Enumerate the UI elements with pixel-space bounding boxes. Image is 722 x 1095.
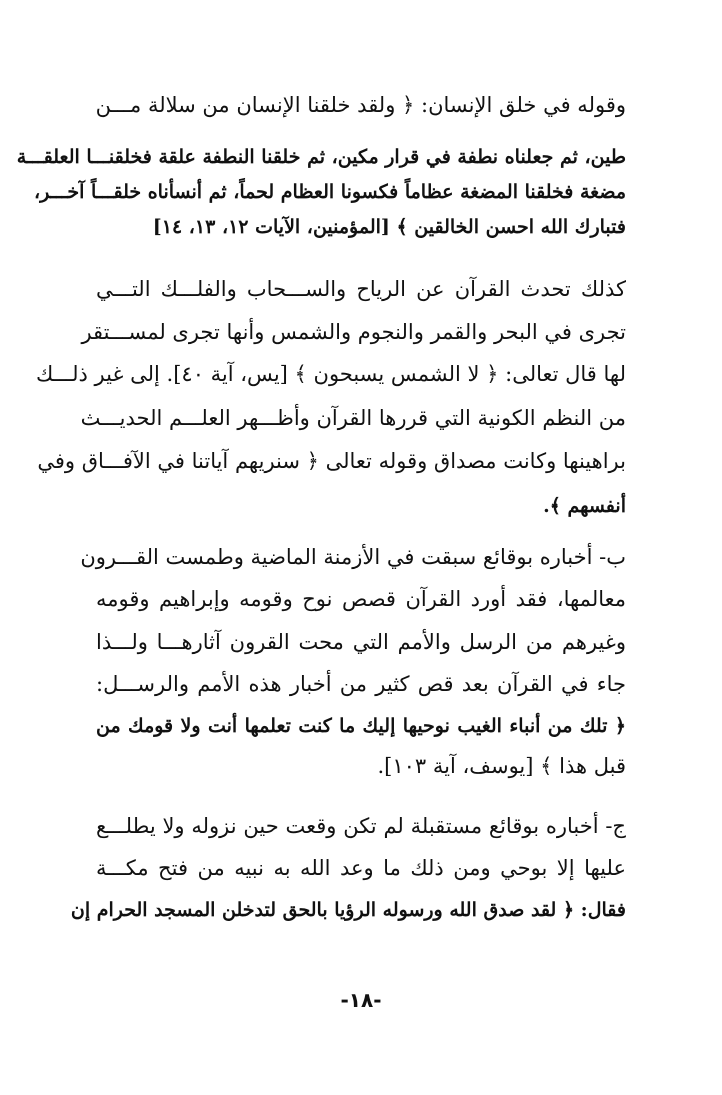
text-line: عليها إلا بوحي ومن ذلك ما وعد الله به نبيه من فتح مكـــة bbox=[96, 856, 626, 880]
text-line: فقال: ﴿ لقد صدق الله ورسوله الرؤيا بالحق لتدخلن المسجد الحرام إن bbox=[70, 899, 626, 921]
text-line: وغيرهم من الرسل والأمم التي محت القرون آثارهـــا ولـــذا bbox=[96, 630, 626, 654]
text-line: أنفسهم ﴾. bbox=[543, 495, 626, 517]
text-line: طين، ثم جعلناه نطفة في قرار مكين، ثم خلقنا النطفة علقة فخلقنـــا العلقـــة bbox=[16, 146, 626, 168]
text-line: ب- أخباره بوقائع سبقت في الأزمنة الماضية وطمست القـــرون bbox=[80, 545, 626, 569]
text-line: لها قال تعالى: ﴿ لا الشمس يسبحون ﴾ [يس، آية ٤٠]. إلى غير ذلـــك bbox=[35, 362, 626, 386]
text-line: مضغة فخلقنا المضغة عظاماً فكسونا العظام لحماً، ثم أنسأناه خلقـــاً آخـــر، bbox=[34, 181, 626, 203]
page-number: -١٨- bbox=[340, 988, 382, 1012]
text-line: فتبارك الله احسن الخالقين ﴾ [المؤمنين، الآيات ١٢، ١٣، ١٤] bbox=[152, 216, 626, 238]
text-line: تجرى في البحر والقمر والنجوم والشمس وأنها تجرى لمســـتقر bbox=[81, 320, 626, 344]
text-line: معالمها، فقد أورد القرآن قصص نوح وقومه وإبراهيم وقومه bbox=[96, 587, 626, 611]
text-line: من النظم الكونية التي قررها القرآن وأظـــهر العلـــم الحديـــث bbox=[80, 406, 626, 430]
text-line: ﴿ تلك من أنباء الغيب نوحيها إليك ما كنت تعلمها أنت ولا قومك من bbox=[96, 715, 626, 737]
text-line: كذلك تحدث القرآن عن الرياح والســـحاب والفلـــك التـــي bbox=[96, 277, 626, 301]
text-line: جاء في القرآن بعد قص كثير من أخبار هذه الأمم والرســـل: bbox=[96, 672, 626, 696]
text-line: قبل هذا ﴾ [يوسف، آية ١٠٣]. bbox=[377, 754, 626, 778]
text-line: وقوله في خلق الإنسان: ﴿ ولقد خلقنا الإنسان من سلالة مـــن bbox=[95, 93, 626, 117]
text-line: براهينها وكانت مصداق وقوله تعالى ﴿ سنريهم آياتنا في الآفـــاق وفي bbox=[37, 449, 626, 473]
text-line: ج- أخباره بوقائع مستقبلة لم تكن وقعت حين نزوله ولا يطلـــع bbox=[96, 814, 626, 838]
